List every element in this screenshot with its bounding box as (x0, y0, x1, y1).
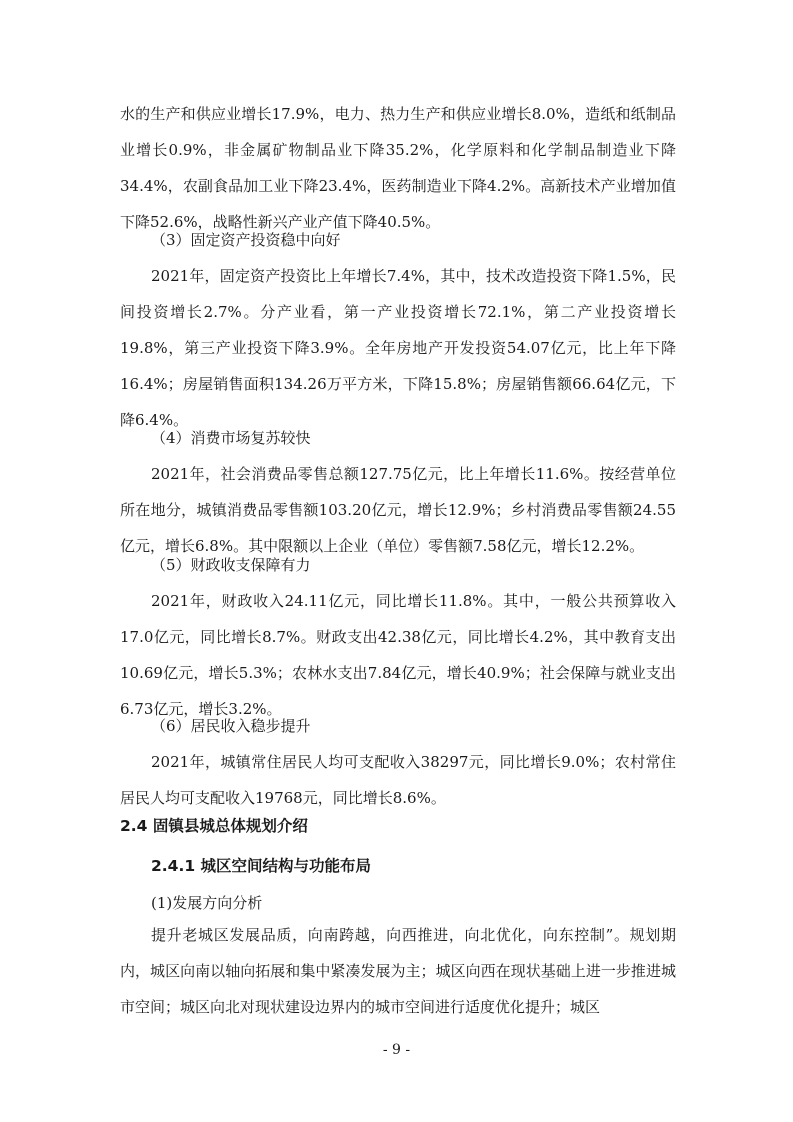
paragraph-finance: 2021年，财政收入24.11亿元，同比增长11.8%。其中，一般公共预算收入17.0亿元，同比增长8.7%。财政支出42.38亿元，同比增长4.2%，其中教育支出10.69亿元，增长5.3%；农林水支出7.84亿元，增长40.9%；社会保障与就业支出6.73亿元，增长3.2%。 (120, 592, 676, 718)
subsection-title-consumption: （4）消费市场复苏较快 (151, 429, 311, 447)
section-heading-2-4-1: 2.4.1 城区空间结构与功能布局 (151, 857, 372, 875)
paragraph-industry-continued: 水的生产和供应业增长17.9%，电力、热力生产和供应业增长8.0%，造纸和纸制品业增长0.9%，非金属矿物制品业下降35.2%，化学原料和化学制品制造业下降34.4%，农副食品加工业下降23.4%，医药制造业下降4.2%。高新技术产业增加值下降52.6%，战略性新兴产业产值下降40.5%。 (120, 105, 676, 231)
paragraph-income: 2021年，城镇常住居民人均可支配收入38297元，同比增长9.0%；农村常住居民人均可支配收入19768元，同比增长8.6%。 (120, 753, 676, 807)
paragraph-fixed-investment: 2021年，固定资产投资比上年增长7.4%，其中，技术改造投资下降1.5%，民间投资增长2.7%。分产业看，第一产业投资增长72.1%，第二产业投资增长19.8%，第三产业投资下降3.9%。全年房地产开发投资54.07亿元，比上年下降16.4%；房屋销售面积134.26万平方米，下降15.8%；房屋销售额66.64亿元，下降6.4%。 (120, 267, 676, 429)
paragraph-development-direction: 提升老城区发展品质，向南跨越，向西推进，向北优化，向东控制”。规划期内，城区向南以轴向拓展和集中紧凑发展为主；城区向西在现状基础上进一步推进城市空间；城区向北对现状建设边界内的城市空间进行适度优化提升；城区 (120, 926, 676, 1016)
subsection-title-income: （6）居民收入稳步提升 (151, 717, 311, 735)
paragraph-consumption: 2021年，社会消费品零售总额127.75亿元，比上年增长11.6%。按经营单位所在地分，城镇消费品零售额103.20亿元，增长12.9%；乡村消费品零售额24.55亿元，增长6.8%。其中限额以上企业（单位）零售额7.58亿元，增长12.2%。 (120, 465, 676, 555)
subsection-title-finance: （5）财政收支保障有力 (151, 556, 311, 574)
subsection-title-development-direction: (1)发展方向分析 (151, 894, 263, 912)
page-number: - 9 - (382, 1042, 411, 1058)
subsection-title-fixed-investment: （3）固定资产投资稳中向好 (151, 231, 341, 249)
section-heading-2-4: 2.4 固镇县城总体规划介绍 (120, 817, 308, 835)
